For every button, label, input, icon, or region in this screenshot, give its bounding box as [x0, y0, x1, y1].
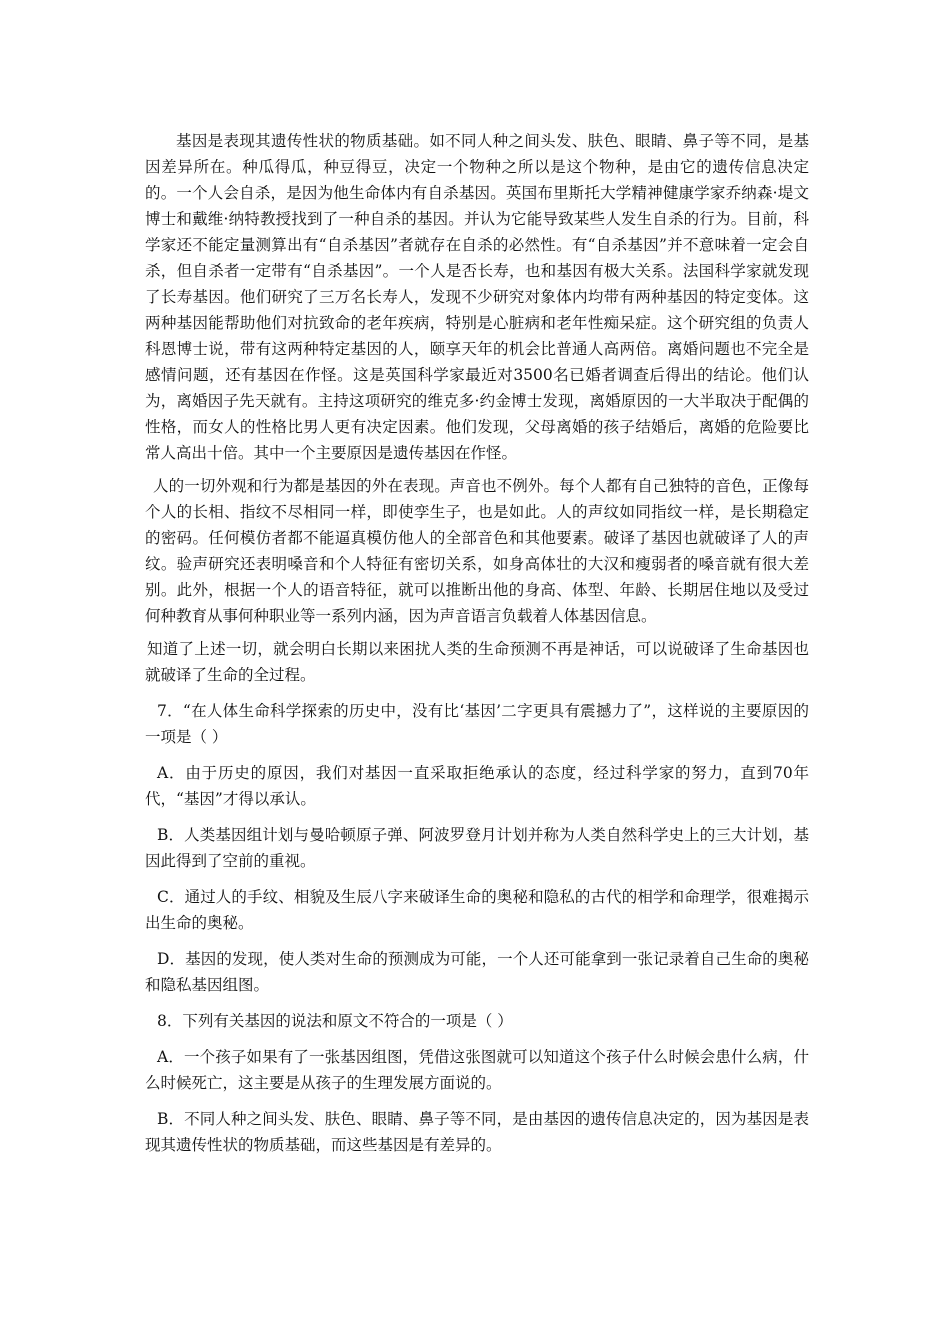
- question-7-option-a: A．由于历史的原因，我们对基因一直采取拒绝承认的态度，经过科学家的努力，直到70年代，“基因”才得以承认。: [145, 764, 809, 808]
- question-7-option-c: C．通过人的手纹、相貌及生辰八字来破译生命的奥秘和隐私的古代的相学和命理学，很难揭示出生命的奥秘。: [145, 888, 809, 932]
- question-8-option-a: A．一个孩子如果有了一张基因组图，凭借这张图就可以知道这个孩子什么时候会患什么病，什么时候死亡，这主要是从孩子的生理发展方面说的。: [145, 1048, 809, 1092]
- question-7-option-d: D．基因的发现，使人类对生命的预测成为可能，一个人还可能拿到一张记录着自己生命的奥秘和隐私基因组图。: [145, 950, 809, 994]
- passage-paragraph-3: 知道了上述一切，就会明白长期以来困扰人类的生命预测不再是神话，可以说破译了生命基因也就破译了生命的全过程。: [145, 640, 809, 684]
- question-7-stem: 7．“在人体生命科学探索的历史中，没有比‘基因’二字更具有震撼力了”，这样说的主要原因的一项是（ ）: [145, 702, 809, 746]
- passage-paragraph-2: 人的一切外观和行为都是基因的外在表现。声音也不例外。每个人都有自己独特的音色，正像每个人的长相、指纹不尽相同一样，即使孪生子，也是如此。人的声纹如同指纹一样，是长期稳定的密码。任何模仿者都不能逼真模仿他人的全部音色和其他要素。破译了基因也就破译了人的声纹。验声研究还表明嗓音和个人特征有密切关系，如身高体壮的大汉和瘦弱者的嗓音就有很大差别。此外，根据一个人的语音特征，就可以推断出他的身高、体型、年龄、长期居住地以及受过何种教育从事何种职业等一系列内涵，因为声音语言负载着人体基因信息。: [145, 477, 809, 625]
- document-page: [145, 128, 809, 1158]
- question-7-option-b: B．人类基因组计划与曼哈顿原子弹、阿波罗登月计划并称为人类自然科学史上的三大计划，基因此得到了空前的重视。: [145, 826, 809, 870]
- passage-paragraph-1: 基因是表现其遗传性状的物质基础。如不同人种之间头发、肤色、眼睛、鼻子等不同，是基因差异所在。种瓜得瓜，种豆得豆，决定一个物种之所以是这个物种，是由它的遗传信息决定的。一个人会自杀，是因为他生命体内有自杀基因。英国布里斯托大学精神健康学家乔纳森·堤文博士和戴维·纳特教授找到了一种自杀的基因。并认为它能导致某些人发生自杀的行为。目前，科学家还不能定量测算出有“自杀基因”者就存在自杀的必然性。有“自杀基因”并不意味着一定会自杀，但自杀者一定带有“自杀基因”。一个人是否长寿，也和基因有极大关系。法国科学家就发现了长寿基因。他们研究了三万名长寿人，发现不少研究对象体内均带有两种基因的特定变体。这两种基因能帮助他们对抗致命的老年疾病，特别是心脏病和老年性痴呆症。这个研究组的负责人科恩博士说，带有这两种特定基因的人，颐享天年的机会比普通人高两倍。离婚问题也不完全是感情问题，还有基因在作怪。这是英国科学家最近对3500名已婚者调查后得出的结论。他们认为，离婚因子先天就有。主持这项研究的维克多·约金博士发现，离婚原因的一大半取决于配偶的性格，而女人的性格比男人更有决定因素。他们发现，父母离婚的孩子结婚后，离婚的危险要比常人高出十倍。其中一个主要原因是遗传基因在作怪。: [145, 132, 809, 462]
- question-8-stem: 8．下列有关基因的说法和原文不符合的一项是（ ）: [157, 1012, 513, 1030]
- question-8-option-b: B．不同人种之间头发、肤色、眼睛、鼻子等不同，是由基因的遗传信息决定的，因为基因是表现其遗传性状的物质基础，而这些基因是有差异的。: [145, 1110, 809, 1154]
